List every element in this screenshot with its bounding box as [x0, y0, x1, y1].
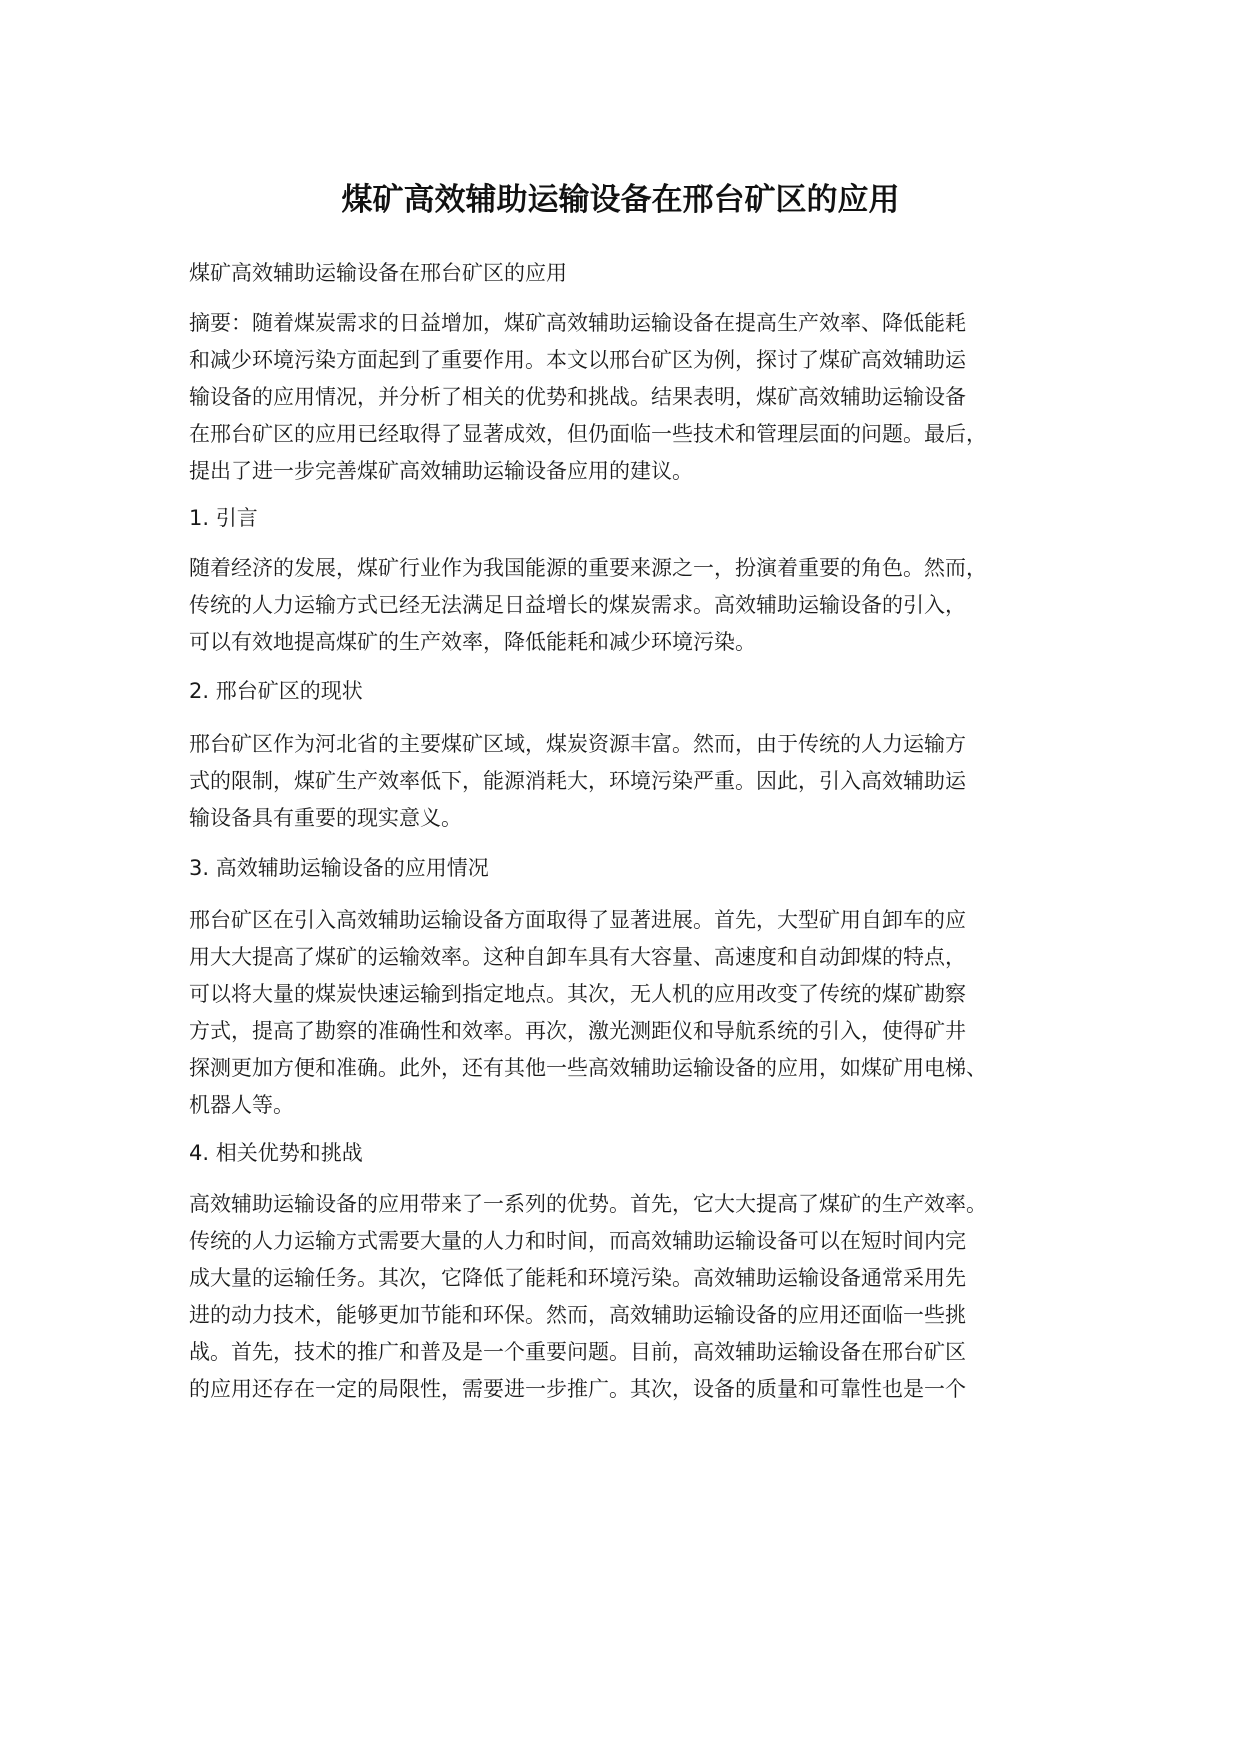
paragraph-line: 战。首先，技术的推广和普及是一个重要问题。目前，高效辅助运输设备在邢台矿区 [189, 1340, 966, 1364]
paragraph-line: 成大量的运输任务。其次，它降低了能耗和环境污染。高效辅助运输设备通常采用先 [189, 1266, 966, 1290]
status-paragraph [189, 726, 1069, 837]
section-heading-application [189, 850, 1069, 887]
section-heading: 3. 高效辅助运输设备的应用情况 [189, 856, 489, 880]
document-subtitle [189, 255, 1069, 292]
paragraph-line: 的应用还存在一定的局限性，需要进一步推广。其次，设备的质量和可靠性也是一个 [189, 1377, 966, 1401]
section-heading: 2. 邢台矿区的现状 [189, 679, 363, 703]
paragraph-line: 进的动力技术，能够更加节能和环保。然而，高效辅助运输设备的应用还面临一些挑 [189, 1303, 966, 1327]
abstract-line: 输设备的应用情况，并分析了相关的优势和挑战。结果表明，煤矿高效辅助运输设备 [189, 385, 966, 409]
abstract-line: 在邢台矿区的应用已经取得了显著成效，但仍面临一些技术和管理层面的问题。最后， [189, 422, 987, 446]
paragraph-line: 探测更加方便和准确。此外，还有其他一些高效辅助运输设备的应用，如煤矿用电梯、 [189, 1056, 987, 1080]
section-heading-advantages [189, 1135, 1069, 1172]
advantages-paragraph [189, 1186, 1069, 1408]
introduction-paragraph [189, 550, 1069, 661]
paragraph-line: 机器人等。 [189, 1093, 294, 1117]
paragraph-line: 随着经济的发展，煤矿行业作为我国能源的重要来源之一，扮演着重要的角色。然而， [189, 556, 987, 580]
abstract-line: 和减少环境污染方面起到了重要作用。本文以邢台矿区为例，探讨了煤矿高效辅助运 [189, 348, 966, 372]
paragraph-line: 输设备具有重要的现实意义。 [189, 806, 462, 830]
paragraph-line: 可以有效地提高煤矿的生产效率，降低能耗和减少环境污染。 [189, 630, 756, 654]
abstract-line: 摘要：随着煤炭需求的日益增加，煤矿高效辅助运输设备在提高生产效率、降低能耗 [189, 311, 966, 335]
document-title: 煤矿高效辅助运输设备在邢台矿区的应用 [341, 182, 900, 218]
abstract-line: 提出了进一步完善煤矿高效辅助运输设备应用的建议。 [189, 459, 693, 483]
paragraph-line: 传统的人力运输方式需要大量的人力和时间，而高效辅助运输设备可以在短时间内完 [189, 1229, 966, 1253]
section-heading-introduction [189, 500, 1069, 537]
paragraph-line: 邢台矿区在引入高效辅助运输设备方面取得了显著进展。首先，大型矿用自卸车的应 [189, 908, 966, 932]
subtitle-line: 煤矿高效辅助运输设备在邢台矿区的应用 [189, 261, 567, 285]
paragraph-line: 用大大提高了煤矿的运输效率。这种自卸车具有大容量、高速度和自动卸煤的特点， [189, 945, 966, 969]
paragraph-line: 传统的人力运输方式已经无法满足日益增长的煤炭需求。高效辅助运输设备的引入， [189, 593, 966, 617]
paragraph-line: 式的限制，煤矿生产效率低下，能源消耗大，环境污染严重。因此，引入高效辅助运 [189, 769, 966, 793]
application-paragraph [189, 902, 1069, 1124]
paragraph-line: 邢台矿区作为河北省的主要煤矿区域，煤炭资源丰富。然而，由于传统的人力运输方 [189, 732, 966, 756]
paragraph-line: 方式，提高了勘察的准确性和效率。再次，激光测距仪和导航系统的引入，使得矿井 [189, 1019, 966, 1043]
paragraph-line: 可以将大量的煤炭快速运输到指定地点。其次，无人机的应用改变了传统的煤矿勘察 [189, 982, 966, 1006]
abstract-paragraph [189, 305, 1069, 490]
section-heading: 1. 引言 [189, 506, 258, 530]
paragraph-line: 高效辅助运输设备的应用带来了一系列的优势。首先，它大大提高了煤矿的生产效率。 [189, 1192, 987, 1216]
section-heading-status [189, 673, 1069, 710]
section-heading: 4. 相关优势和挑战 [189, 1141, 363, 1165]
